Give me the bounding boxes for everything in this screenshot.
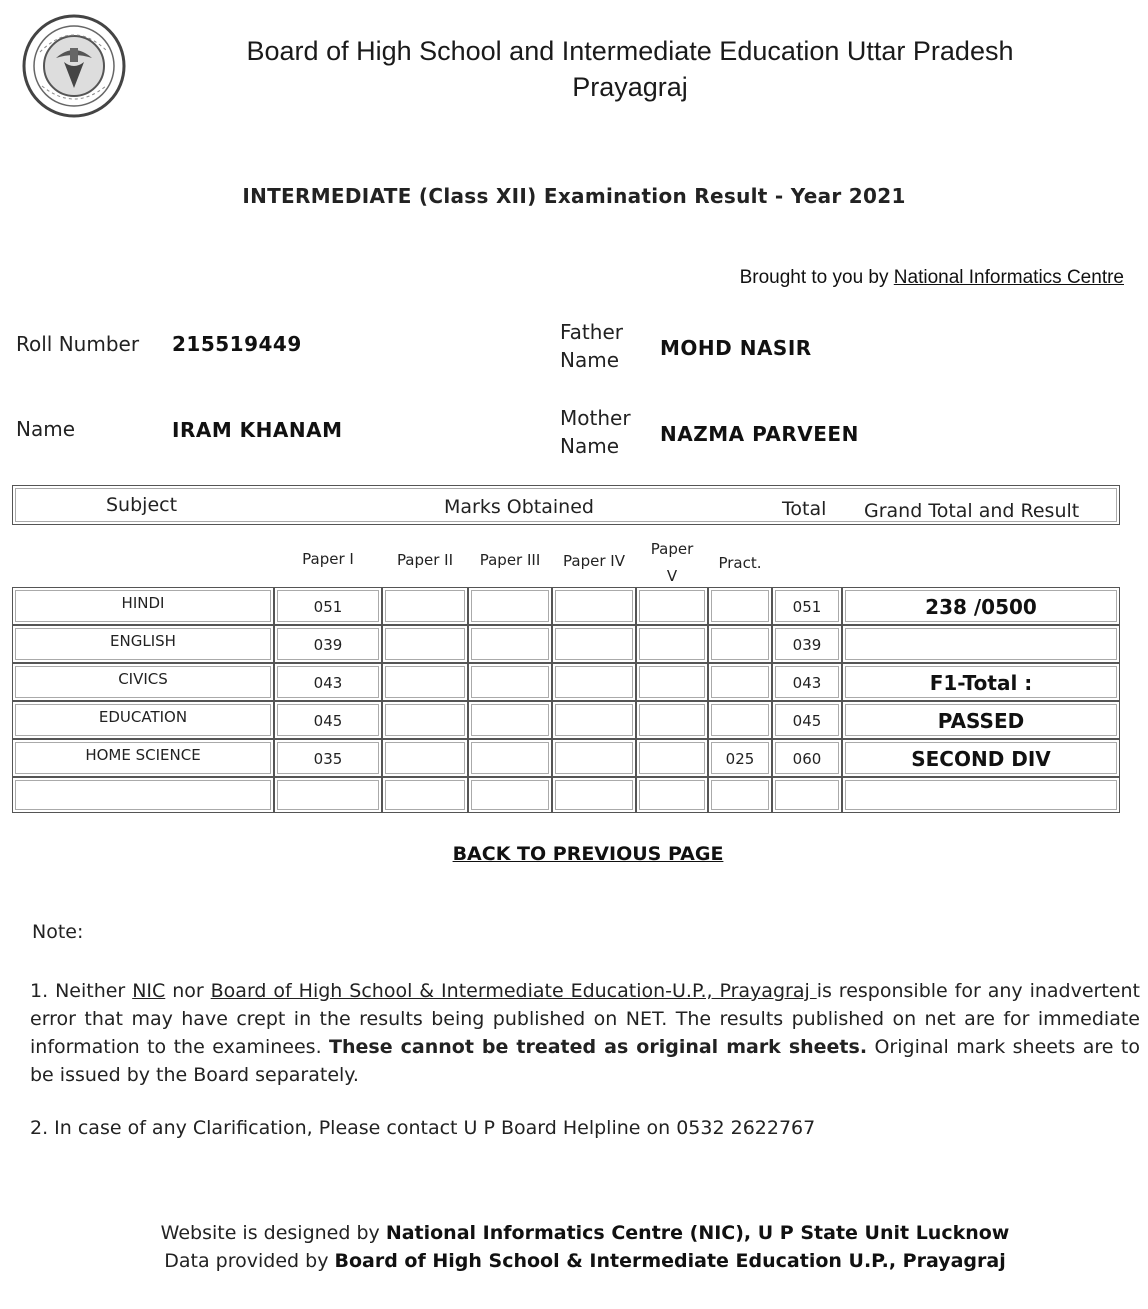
name-value: IRAM KHANAM [172, 418, 343, 442]
mother-name-label-2: Name [560, 434, 620, 458]
mother-name-value: NAZMA PARVEEN [660, 422, 859, 446]
note-2: 2. In case of any Clarification, Please contact U P Board Helpline on 0532 2622767 [30, 1117, 816, 1139]
f1-total-label: F1-Total : [929, 671, 1033, 695]
table-cell [708, 777, 772, 813]
table-cell [708, 625, 772, 663]
note-1-bold: These cannot be treated as original mark sheets. [329, 1036, 868, 1058]
board-city: Prayagraj [572, 72, 688, 102]
table-cell [636, 701, 708, 739]
table-cell [636, 739, 708, 777]
note-1 [30, 977, 1140, 1089]
table-cell [468, 701, 552, 739]
back-to-previous-page-link[interactable]: BACK TO PREVIOUS PAGE [452, 843, 724, 865]
marks-total: 060 [792, 750, 822, 768]
note-1-text-c: is responsible for any inadvertent error that may have crept in the results being published on NET. The results published on net are for immediate information to the examinees. [30, 980, 1140, 1058]
roll-number-value: 215519449 [172, 332, 302, 356]
table-cell [274, 777, 382, 813]
table-cell [382, 587, 468, 625]
practical-header: Pract. [718, 554, 762, 572]
back-link-container [0, 843, 1148, 865]
marks-total: 045 [792, 712, 822, 730]
table-cell [382, 625, 468, 663]
subject-header: Subject [106, 494, 178, 516]
marks-p1: 035 [313, 750, 343, 768]
grand-total-value: 238 /0500 [925, 595, 1037, 619]
table-cell [382, 739, 468, 777]
footer-line-1 [0, 1222, 1148, 1244]
paper-4-header: Paper IV [563, 552, 625, 570]
credit-line [740, 267, 1124, 289]
table-cell [468, 625, 552, 663]
marks-p1: 043 [313, 674, 343, 692]
subject-name: HOME SCIENCE [85, 746, 201, 764]
table-cell [382, 663, 468, 701]
note-1-nic: NIC [132, 980, 166, 1002]
note-1-text-b: nor [165, 980, 211, 1002]
father-name-label-1: Father [560, 320, 623, 344]
subject-name: EDUCATION [98, 708, 188, 726]
marks-total: 039 [792, 636, 822, 654]
table-cell [636, 625, 708, 663]
footer-2-bold: Board of High School & Intermediate Education U.P., Prayagraj [334, 1250, 1006, 1272]
footer-line-2 [0, 1250, 1148, 1272]
table-cell [382, 777, 468, 813]
footer-1-prefix: Website is designed by [160, 1222, 386, 1244]
paper-1-header: Paper I [302, 550, 354, 568]
table-cell [468, 587, 552, 625]
footer-2-prefix: Data provided by [164, 1250, 335, 1272]
note-1-text-a: 1. Neither [30, 980, 133, 1002]
table-cell [468, 739, 552, 777]
table-cell [636, 587, 708, 625]
table-cell [636, 663, 708, 701]
father-name-label-2: Name [560, 348, 620, 372]
roll-number-label: Roll Number [16, 332, 140, 356]
table-cell [772, 777, 842, 813]
note-label: Note: [32, 921, 84, 943]
table-cell [468, 663, 552, 701]
subject-name: CIVICS [118, 670, 168, 688]
note-1-text-d: Original mark sheets are to be issued by the Board separately. [30, 1036, 1140, 1086]
board-title: Board of High School and Intermediate Education Uttar Pradesh [246, 36, 1014, 66]
table-cell [636, 777, 708, 813]
division-value: SECOND DIV [911, 747, 1051, 771]
table-cell [708, 587, 772, 625]
subject-name: ENGLISH [110, 632, 176, 650]
subject-name: HINDI [121, 594, 165, 612]
grand-total-header: Grand Total and Result [864, 500, 1080, 522]
table-cell [708, 663, 772, 701]
exam-title: INTERMEDIATE (Class XII) Examination Result - Year 2021 [242, 184, 906, 208]
father-name-value: MOHD NASIR [660, 336, 812, 360]
paper-5-header-2: V [666, 567, 678, 585]
nic-link[interactable]: National Informatics Centre [893, 267, 1124, 288]
name-label: Name [16, 417, 76, 441]
credit-prefix: Brought to you by [739, 267, 894, 288]
marks-total: 051 [792, 598, 822, 616]
note-1-board: Board of High School & Intermediate Education-U.P., Prayagraj [210, 980, 817, 1002]
result-cell [842, 777, 1120, 813]
table-cell [468, 777, 552, 813]
marks-p1: 051 [313, 598, 343, 616]
table-cell [552, 625, 636, 663]
paper-2-header: Paper II [396, 551, 454, 569]
table-cell [552, 663, 636, 701]
paper-3-header: Paper III [479, 551, 541, 569]
marks-p1: 039 [313, 636, 343, 654]
marks-p1: 045 [313, 712, 343, 730]
up-government-seal-icon [18, 12, 130, 120]
marks-total: 043 [792, 674, 822, 692]
result-cell [842, 625, 1120, 663]
table-cell [708, 701, 772, 739]
footer-1-bold: National Informatics Centre (NIC), U P State Unit Lucknow [385, 1222, 1010, 1244]
table-cell [382, 701, 468, 739]
table-cell [552, 701, 636, 739]
paper-5-header-1: Paper [650, 540, 694, 558]
marks-obtained-header: Marks Obtained [444, 496, 594, 518]
table-cell [12, 777, 274, 813]
table-cell [552, 739, 636, 777]
table-cell [552, 777, 636, 813]
table-cell [552, 587, 636, 625]
result-status: PASSED [937, 709, 1025, 733]
total-header: Total [782, 498, 827, 520]
marks-pract: 025 [725, 750, 755, 768]
mother-name-label-1: Mother [560, 406, 631, 430]
